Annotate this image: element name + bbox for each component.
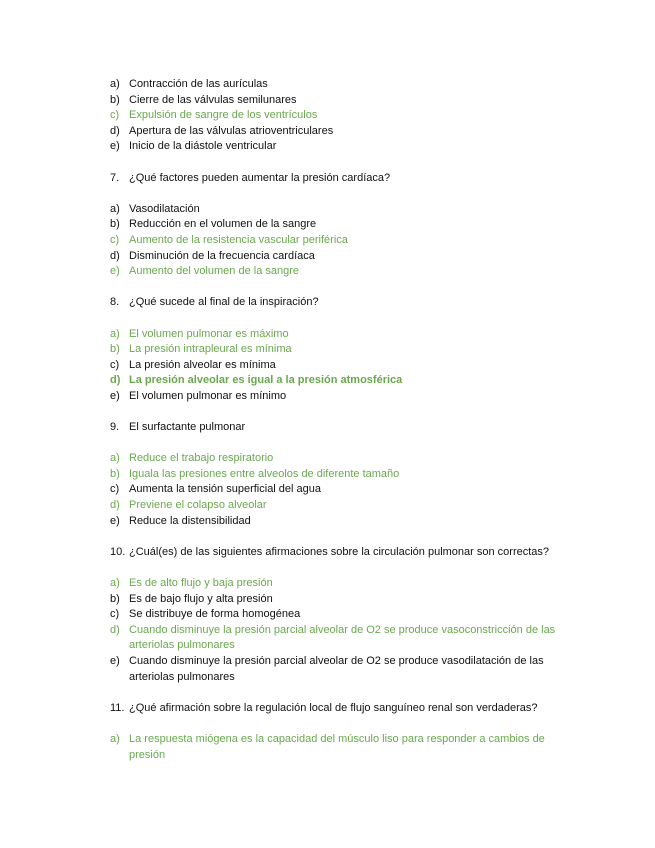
question-9-option — [110, 482, 566, 498]
question-10-option — [110, 607, 566, 623]
option-label: c) — [110, 109, 120, 122]
option-text: Inicio de la diástole ventricular — [129, 140, 277, 153]
option-label: d) — [110, 623, 120, 636]
option-text: Aumenta la tensión superficial del agua — [129, 483, 322, 496]
question-8-option — [110, 342, 566, 358]
intro-option — [110, 93, 566, 109]
question-8 — [110, 295, 566, 311]
question-9-option — [110, 451, 566, 467]
option-text: Vasodilatación — [129, 202, 200, 215]
option-label: b) — [110, 467, 120, 480]
quiz-content — [110, 77, 566, 763]
question-10-option — [110, 623, 566, 654]
question-11-option — [110, 732, 566, 763]
intro-option — [110, 139, 566, 155]
option-text: Iguala las presiones entre alveolos de diferente tamaño — [129, 467, 400, 480]
option-text: Cierre de las válvulas semilunares — [129, 93, 297, 106]
question-7-option — [110, 264, 566, 280]
question-7 — [110, 171, 566, 187]
option-label: b) — [110, 93, 120, 106]
option-label: d) — [110, 374, 121, 387]
option-text: Aumento de la resistencia vascular periférica — [129, 233, 348, 246]
question-9-option — [110, 467, 566, 483]
question-text: ¿Cuál(es) de las siguientes afirmaciones sobre la circulación pulmonar son correctas? — [129, 545, 550, 558]
option-text: Previene el colapso alveolar — [129, 499, 267, 512]
option-text: Cuando disminuye la presión parcial alveolar de O2 se produce vasoconstricción de las arteriolas pulmonares — [129, 623, 556, 652]
option-label: a) — [110, 78, 120, 90]
option-label: b) — [110, 592, 120, 605]
intro-option — [110, 77, 566, 93]
option-label: e) — [110, 654, 120, 667]
question-9 — [110, 420, 566, 436]
option-text: Reducción en el volumen de la sangre — [129, 218, 317, 231]
option-text: El volumen pulmonar es mínimo — [129, 389, 287, 402]
question-text: ¿Qué sucede al final de la inspiración? — [129, 296, 319, 309]
question-text: ¿Qué factores pueden aumentar la presión cardíaca? — [129, 171, 391, 184]
question-9-option — [110, 498, 566, 514]
option-text: La presión alveolar es mínima — [129, 358, 276, 371]
question-number: 10. — [110, 545, 126, 558]
option-label: e) — [110, 140, 120, 153]
option-text: Es de alto flujo y baja presión — [129, 577, 273, 589]
option-label: c) — [110, 608, 120, 621]
option-text: Contracción de las aurículas — [129, 78, 268, 90]
option-text: La presión intrapleural es mínima — [129, 343, 292, 356]
question-number: 8. — [110, 296, 120, 309]
option-text: Expulsión de sangre de los ventrículos — [129, 109, 318, 122]
question-text: ¿Qué afirmación sobre la regulación local de flujo sanguíneo renal son verdaderas? — [129, 701, 538, 714]
question-8-option — [110, 373, 566, 389]
option-label: b) — [110, 343, 120, 356]
option-label: d) — [110, 124, 120, 137]
question-8-option — [110, 358, 566, 374]
option-text: Apertura de las válvulas atrioventriculares — [129, 124, 334, 137]
question-7-option — [110, 233, 566, 249]
option-text: Cuando disminuye la presión parcial alveolar de O2 se produce vasodilatación de las arteriolas pulmonares — [129, 654, 544, 683]
option-label: c) — [110, 358, 120, 371]
question-10 — [110, 545, 566, 561]
option-text: Se distribuye de forma homogénea — [129, 608, 301, 621]
option-label: a) — [110, 577, 120, 589]
question-11 — [110, 701, 566, 717]
option-label: e) — [110, 514, 120, 527]
option-label: c) — [110, 483, 120, 496]
question-9-option — [110, 514, 566, 530]
question-number: 7. — [110, 171, 120, 184]
option-label: a) — [110, 452, 120, 465]
option-text: La presión alveolar es igual a la presión atmosférica — [129, 374, 403, 387]
option-text: Disminución de la frecuencia cardíaca — [129, 249, 315, 262]
option-text: El volumen pulmonar es máximo — [129, 327, 289, 340]
question-8-option — [110, 327, 566, 343]
option-label: b) — [110, 218, 120, 231]
intro-option — [110, 124, 566, 140]
option-text: Reduce la distensibilidad — [129, 514, 251, 527]
question-7-option — [110, 202, 566, 218]
option-text: Es de bajo flujo y alta presión — [129, 592, 273, 605]
question-number: 11. — [110, 701, 125, 714]
option-label: a) — [110, 327, 120, 340]
option-text: Reduce el trabajo respiratorio — [129, 452, 274, 465]
option-text: Aumento del volumen de la sangre — [129, 265, 299, 278]
option-text: La respuesta miógena es la capacidad del músculo liso para responder a cambios de presión — [129, 732, 545, 761]
question-10-option — [110, 592, 566, 608]
option-label: a) — [110, 202, 120, 215]
option-label: c) — [110, 233, 120, 246]
question-text: El surfactante pulmonar — [129, 421, 246, 434]
option-label: e) — [110, 389, 120, 402]
option-label: e) — [110, 265, 120, 278]
option-label: d) — [110, 499, 120, 512]
intro-option — [110, 108, 566, 124]
question-number: 9. — [110, 421, 120, 434]
question-10-option — [110, 576, 566, 592]
question-7-option — [110, 249, 566, 265]
question-8-option — [110, 389, 566, 405]
option-label: d) — [110, 249, 120, 262]
option-label: a) — [110, 732, 120, 745]
question-10-option — [110, 654, 566, 685]
question-7-option — [110, 217, 566, 233]
